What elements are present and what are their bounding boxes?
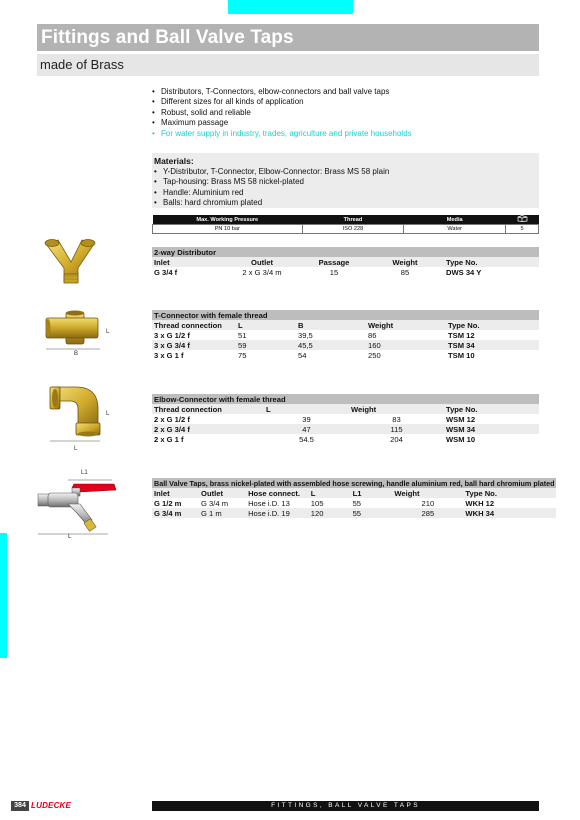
distributor-title: 2-way Distributor xyxy=(152,247,539,257)
material-item: • Tap-housing: Brass MS 58 nickel-plated xyxy=(154,177,539,187)
spec-pressure: PN 10 bar xyxy=(153,225,303,234)
feature-item: • Different sizes for all kinds of application xyxy=(152,97,412,107)
table-cell: WSM 12 xyxy=(446,414,476,424)
dimension-label: L xyxy=(68,534,72,540)
table-cell: TSM 10 xyxy=(448,350,475,360)
column-header: Thread connection xyxy=(152,404,264,414)
y-distributor-image xyxy=(38,238,100,286)
table-cell: 3 x G 1 f xyxy=(154,350,184,360)
side-color-tab xyxy=(0,533,7,658)
t-connector-title: T-Connector with female thread xyxy=(152,310,539,320)
material-item: • Handle: Aluminium red xyxy=(154,188,539,198)
table-cell: WSM 34 xyxy=(444,424,539,434)
column-header: Weight xyxy=(349,404,444,414)
table-cell: 75 xyxy=(238,350,247,360)
column-header: L xyxy=(264,404,349,414)
table-row xyxy=(152,424,539,434)
dimension-line xyxy=(44,346,106,352)
table-cell: G 3/4 f xyxy=(154,267,178,277)
column-header: Weight xyxy=(392,488,463,498)
page-number: 384 xyxy=(11,801,29,811)
column-header: Inlet xyxy=(152,257,222,267)
table-cell: DWS 34 Y xyxy=(446,267,482,277)
table-cell: 85 xyxy=(400,267,410,277)
table-row xyxy=(152,414,539,424)
table-row xyxy=(152,350,539,360)
dimension-label: L1 xyxy=(81,470,88,476)
column-header: Type No. xyxy=(444,257,539,267)
page-title: Fittings and Ball Valve Taps xyxy=(41,27,294,48)
elbow-connector-title: Elbow-Connector with female thread xyxy=(152,394,539,404)
column-header: Passage xyxy=(302,257,366,267)
feature-item: • Robust, solid and reliable xyxy=(152,108,412,118)
table-row xyxy=(152,267,539,277)
dimension-label: L xyxy=(106,411,110,417)
table-cell: 47 xyxy=(264,424,349,434)
table-cell: 250 xyxy=(368,350,381,360)
spec-header-pack xyxy=(506,215,539,225)
ball-valve-table xyxy=(152,478,556,518)
materials-list xyxy=(154,167,539,209)
table-cell: Hose i.D. 19 xyxy=(246,508,309,518)
table-cell: 2 x G 3/4 m xyxy=(242,267,282,277)
column-header: B xyxy=(296,320,366,330)
table-cell: G 1 m xyxy=(199,508,246,518)
column-header: Outlet xyxy=(222,257,302,267)
feature-list xyxy=(152,87,412,139)
feature-item: • Maximum passage xyxy=(152,118,412,128)
column-header: Thread connection xyxy=(152,320,236,330)
subtitle-bar xyxy=(37,54,539,76)
column-header: Type No. xyxy=(444,404,539,414)
table-cell: 83 xyxy=(392,414,401,424)
elbow-connector-image xyxy=(48,385,102,445)
spec-header-pressure: Max. Working Pressure xyxy=(153,215,303,225)
table-cell: 86 xyxy=(368,330,377,340)
ball-valve-tap-image xyxy=(36,476,118,538)
page-subtitle: made of Brass xyxy=(40,57,124,72)
material-item: • Balls: hard chromium plated xyxy=(154,198,539,208)
spec-header-media: Media xyxy=(404,215,506,225)
section-bar: FITTINGS, BALL VALVE TAPS xyxy=(152,801,539,811)
material-item: • Y-Distributor, T-Connector, Elbow-Connector: Brass MS 58 plain xyxy=(154,167,539,177)
table-row xyxy=(152,330,539,340)
table-row xyxy=(152,340,539,350)
column-header: Type No. xyxy=(463,488,556,498)
table-cell: 2 x G 1 f xyxy=(154,434,184,444)
table-cell: 285 xyxy=(392,508,463,518)
title-bar xyxy=(37,24,539,51)
table-cell: WKH 34 xyxy=(463,508,556,518)
table-cell: 55 xyxy=(352,498,362,508)
spec-table xyxy=(152,215,539,234)
column-header: Outlet xyxy=(199,488,246,498)
table-cell: 51 xyxy=(238,330,247,340)
table-cell: G 3/4 m xyxy=(152,508,199,518)
column-header: Weight xyxy=(366,257,444,267)
column-header: Type No. xyxy=(446,320,539,330)
column-header: Inlet xyxy=(152,488,199,498)
table-cell: 2 x G 3/4 f xyxy=(152,424,264,434)
pack-icon xyxy=(517,215,528,222)
materials-title: Materials: xyxy=(154,156,194,166)
column-header: L1 xyxy=(351,488,393,498)
column-header: Weight xyxy=(366,320,446,330)
table-cell: Hose i.D. 13 xyxy=(248,498,290,508)
spec-header-thread: Thread xyxy=(302,215,404,225)
spec-media: Water xyxy=(404,225,506,234)
materials-box xyxy=(152,153,539,208)
column-header: L xyxy=(236,320,296,330)
table-cell: 39 xyxy=(302,414,311,424)
t-connector-image xyxy=(44,310,102,346)
spec-thread: ISO 228 xyxy=(302,225,404,234)
column-header: L xyxy=(309,488,351,498)
table-cell: 3 x G 1/2 f xyxy=(154,330,190,340)
table-cell: 210 xyxy=(421,498,435,508)
dimension-label: B xyxy=(74,351,79,357)
dimension-label: L xyxy=(74,446,78,452)
column-header: Hose connect. xyxy=(246,488,309,498)
spec-pack-qty: 5 xyxy=(506,225,539,234)
table-cell: 204 xyxy=(390,434,403,444)
dimension-label: L xyxy=(106,329,110,335)
table-row xyxy=(152,434,539,444)
ball-valve-title: Ball Valve Taps, brass nickel-plated with assembled hose screwing, handle aluminium red, ball hard chromium plated xyxy=(154,478,555,488)
brand-logo: LUDECKE xyxy=(31,801,72,810)
table-cell: 160 xyxy=(366,340,446,350)
table-cell: 54.5 xyxy=(299,434,314,444)
table-cell: TSM 12 xyxy=(448,330,475,340)
table-row xyxy=(152,508,556,518)
table-cell: WKH 12 xyxy=(465,498,495,508)
table-cell: G 1/2 m xyxy=(154,498,182,508)
table-cell: 115 xyxy=(349,424,444,434)
table-cell: TSM 34 xyxy=(446,340,539,350)
table-cell: 39,5 xyxy=(298,330,313,340)
feature-item: • Distributors, T-Connectors, elbow-connectors and ball valve taps xyxy=(152,87,412,97)
table-cell: 54 xyxy=(298,350,307,360)
table-cell: G 3/4 m xyxy=(201,498,229,508)
footer xyxy=(0,801,580,811)
table-cell: 2 x G 1/2 f xyxy=(154,414,190,424)
table-cell: 55 xyxy=(351,508,393,518)
top-color-tab xyxy=(228,0,353,14)
distributor-table xyxy=(152,247,539,277)
table-cell: 3 x G 3/4 f xyxy=(152,340,236,350)
feature-item-highlight: • For water supply in industry, trades, agriculture and private households xyxy=(152,129,412,139)
table-cell: WSM 10 xyxy=(446,434,476,444)
table-cell: 120 xyxy=(309,508,351,518)
elbow-connector-table xyxy=(152,394,539,444)
table-cell: 105 xyxy=(310,498,324,508)
table-cell: 15 xyxy=(329,267,339,277)
table-cell: 59 xyxy=(236,340,296,350)
table-cell: 45,5 xyxy=(296,340,366,350)
t-connector-table xyxy=(152,310,539,360)
table-row xyxy=(152,498,556,508)
